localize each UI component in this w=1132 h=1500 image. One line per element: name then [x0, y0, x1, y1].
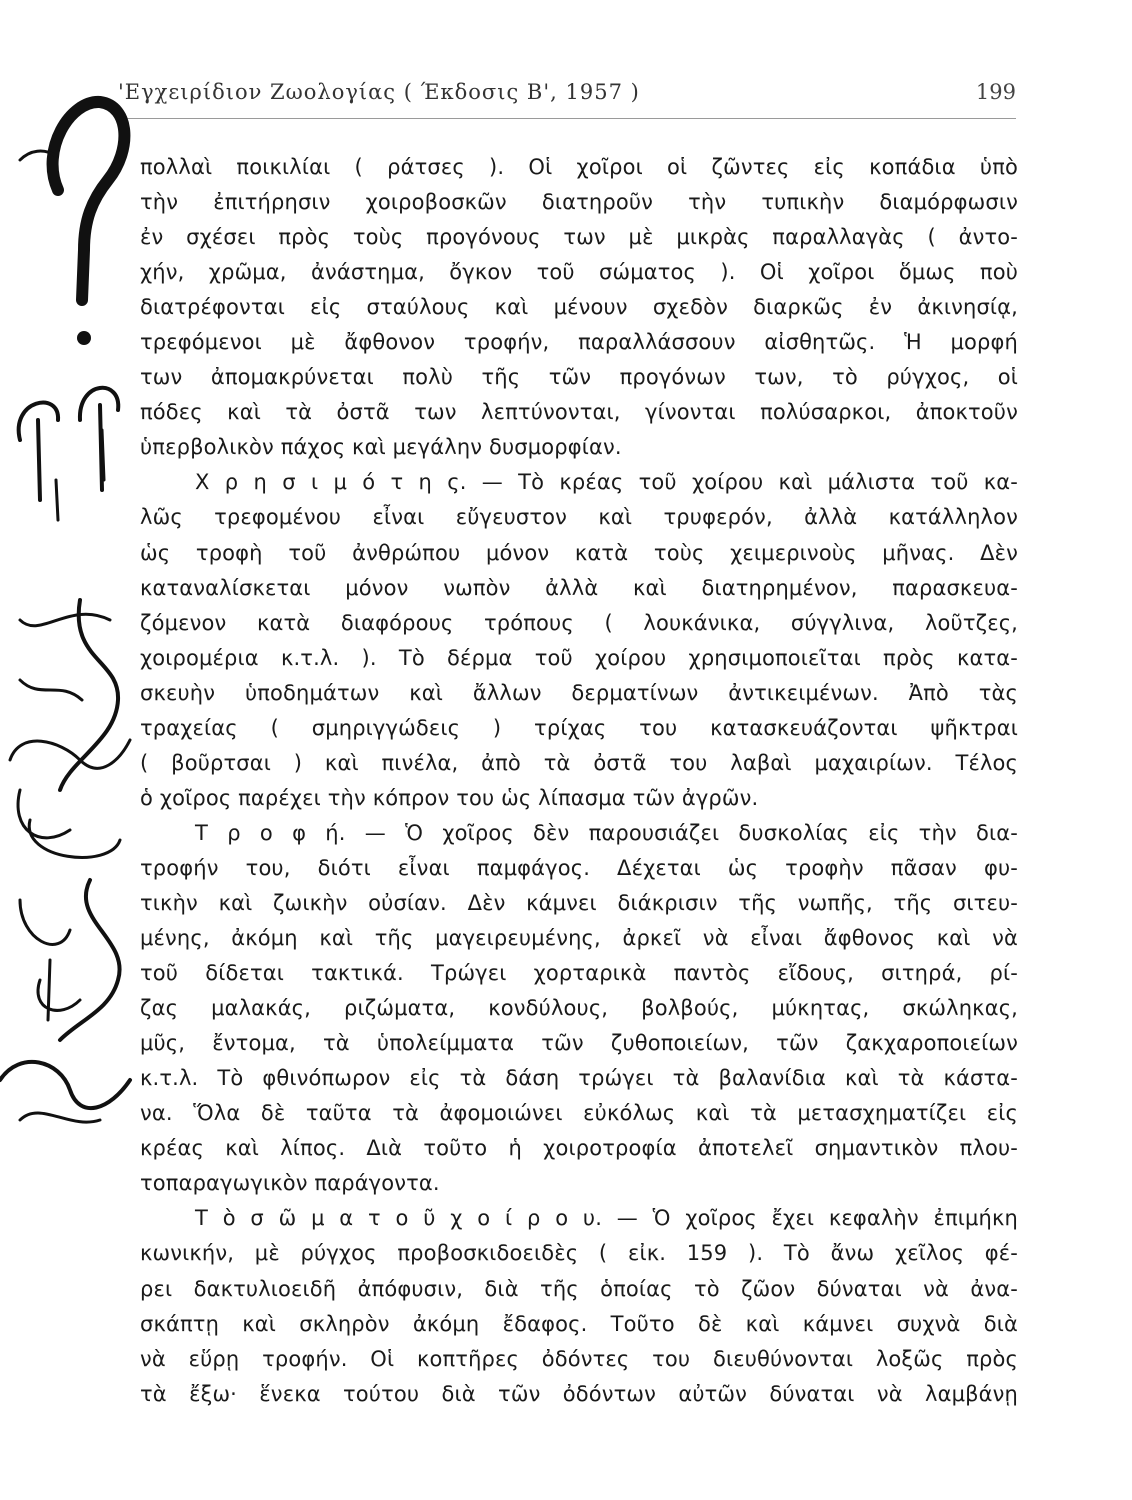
text-line: ζας μαλακάς, ριζώματα, κονδύλους, βολβούς, μύκητας, σκώληκας,	[140, 996, 1018, 1021]
text-line: τοῦ δίδεται τακτικά. Τρώγει χορταρικὰ παντὸς εἴδους, σιτηρά, ρί-	[140, 961, 1018, 986]
text-line: τικὴν καὶ ζωικὴν οὐσίαν. Δὲν κάμνει διάκρισιν τῆς νωπῆς, τῆς σιτευ-	[140, 890, 1018, 915]
text-line: τροφήν του, διότι εἶναι παμφάγος. Δέχεται ὡς τροφὴν πᾶσαν φυ-	[140, 855, 1018, 880]
page-number: 199	[975, 80, 1016, 104]
handwritten-margin-notes	[0, 60, 140, 1180]
text-line: να. Ὅλα δὲ ταῦτα τὰ ἀφομοιώνει εὐκόλως καὶ τὰ μετασχηματίζει εἰς	[140, 1101, 1018, 1126]
text-line: μένης, ἀκόμη καὶ τῆς μαγειρευμένης, ἀρκεῖ νὰ εἶναι ἄφθονος καὶ νὰ	[140, 926, 1018, 951]
text-line: κ.τ.λ. Τὸ φθινόπωρον εἰς τὰ δάση τρώγει τὰ βαλανίδια καὶ τὰ κάστα-	[140, 1066, 1018, 1091]
text-line: λῶς τρεφομένου εἶναι εὔγευστον καὶ τρυφερόν, ἀλλὰ κατάλληλον	[140, 505, 1018, 530]
text-line: καταναλίσκεται μόνον νωπὸν ἀλλὰ καὶ διατηρημένον, παρασκευα-	[140, 575, 1018, 600]
text-line: τραχείας ( σμηριγγώδεις ) τρίχας του κατασκευάζονται ψῆκτραι	[140, 715, 1018, 740]
text-line: ( βοῦρτσαι ) καὶ πινέλα, ἀπὸ τὰ ὀστᾶ του λαβαὶ μαχαιρίων. Τέλος	[140, 750, 1018, 775]
paragraph-heading-line: Τ ὸ σ ῶ μ α τ ο ῦ χ ο ί ρ ο υ. — Ὁ χοῖρος ἔχει κεφαλὴν ἐπιμήκη	[195, 1206, 1018, 1231]
text-line: ἐν σχέσει πρὸς τοὺς προγόνους των μὲ μικρὰς παραλλαγὰς ( ἀντο-	[140, 225, 1018, 250]
text-line: κωνικήν, μὲ ρύγχος προβοσκιδοειδὲς ( εἰκ. 159 ). Τὸ ἄνω χεῖλος φέ-	[140, 1241, 1018, 1266]
text-line: ὡς τροφὴ τοῦ ἀνθρώπου μόνον κατὰ τοὺς χειμερινοὺς μῆνας. Δὲν	[140, 540, 1018, 565]
text-line: χοιρομέρια κ.τ.λ. ). Τὸ δέρμα τοῦ χοίρου χρησιμοποιεῖται πρὸς κατα-	[140, 645, 1018, 670]
text-line: μῦς, ἔντομα, τὰ ὑπολείμματα τῶν ζυθοποιείων, τῶν ζακχαροποιείων	[140, 1031, 1018, 1056]
paragraph-heading-line: Χ ρ η σ ι μ ό τ η ς. — Τὸ κρέας τοῦ χοίρου καὶ μάλιστα τοῦ κα-	[195, 470, 1018, 495]
text-line: ὁ χοῖρος παρέχει τὴν κόπρον του ὡς λίπασμα τῶν ἀγρῶν.	[140, 785, 759, 810]
text-line: ζόμενον κατὰ διαφόρους τρόπους ( λουκάνικα, σύγγλινα, λοῦτζες,	[140, 610, 1018, 635]
text-line: νὰ εὕρῃ τροφήν. Οἱ κοπτῆρες ὀδόντες του διευθύνονται λοξῶς πρὸς	[140, 1346, 1018, 1371]
paragraph-heading-line: Τ ρ ο φ ή. — Ὁ χοῖρος δὲν παρουσιάζει δυσκολίας εἰς τὴν δια-	[195, 820, 1018, 845]
text-line: τὰ ἔξω· ἕνεκα τούτου διὰ τῶν ὀδόντων αὐτῶν δύναται νὰ λαμβάνῃ	[140, 1381, 1018, 1406]
text-line: διατρέφονται εἰς σταύλους καὶ μένουν σχεδὸν διαρκῶς ἐν ἀκινησίᾳ,	[140, 295, 1018, 320]
text-line: τὴν ἐπιτήρησιν χοιροβοσκῶν διατηροῦν τὴν τυπικὴν διαμόρφωσιν	[140, 190, 1018, 215]
running-header	[118, 80, 1016, 114]
text-line: ὑπερβολικὸν πάχος καὶ μεγάλην δυσμορφίαν.	[140, 435, 622, 460]
body-text	[140, 150, 1018, 1412]
running-title: 'Εγχειρίδιον Ζωολογίας ( Έκδοσις Β', 1957 )	[118, 80, 640, 104]
handwriting-scribble	[0, 60, 140, 1180]
text-line: σκευὴν ὑποδημάτων καὶ ἄλλων δερματίνων ἀντικειμένων. Ἀπὸ τὰς	[140, 680, 1018, 705]
text-line: ρει δακτυλιοειδῆ ἀπόφυσιν, διὰ τῆς ὁποίας τὸ ζῶον δύναται νὰ ἀνα-	[140, 1276, 1018, 1301]
text-line: των ἀπομακρύνεται πολὺ τῆς τῶν προγόνων των, τὸ ρύγχος, οἱ	[140, 365, 1018, 390]
text-line: κρέας καὶ λίπος. Διὰ τοῦτο ἡ χοιροτροφία ἀποτελεῖ σημαντικὸν πλου-	[140, 1136, 1018, 1161]
text-line: τοπαραγωγικὸν παράγοντα.	[140, 1171, 440, 1196]
text-line: πολλαὶ ποικιλίαι ( ράτσες ). Οἱ χοῖροι οἱ ζῶντες εἰς κοπάδια ὑπὸ	[140, 155, 1018, 179]
header-rule	[118, 118, 1016, 119]
text-line: τρεφόμενοι μὲ ἄφθονον τροφήν, παραλλάσσουν αἰσθητῶς. Ἡ μορφή	[140, 330, 1018, 355]
text-line: σκάπτῃ καὶ σκληρὸν ἀκόμη ἔδαφος. Τοῦτο δὲ καὶ κάμνει συχνὰ διὰ	[140, 1311, 1018, 1336]
text-line: πόδες καὶ τὰ ὀστᾶ των λεπτύνονται, γίνονται πολύσαρκοι, ἀποκτοῦν	[140, 400, 1018, 425]
text-line: χήν, χρῶμα, ἀνάστημα, ὄγκον τοῦ σώματος ). Οἱ χοῖροι ὅμως ποὺ	[140, 260, 1018, 285]
